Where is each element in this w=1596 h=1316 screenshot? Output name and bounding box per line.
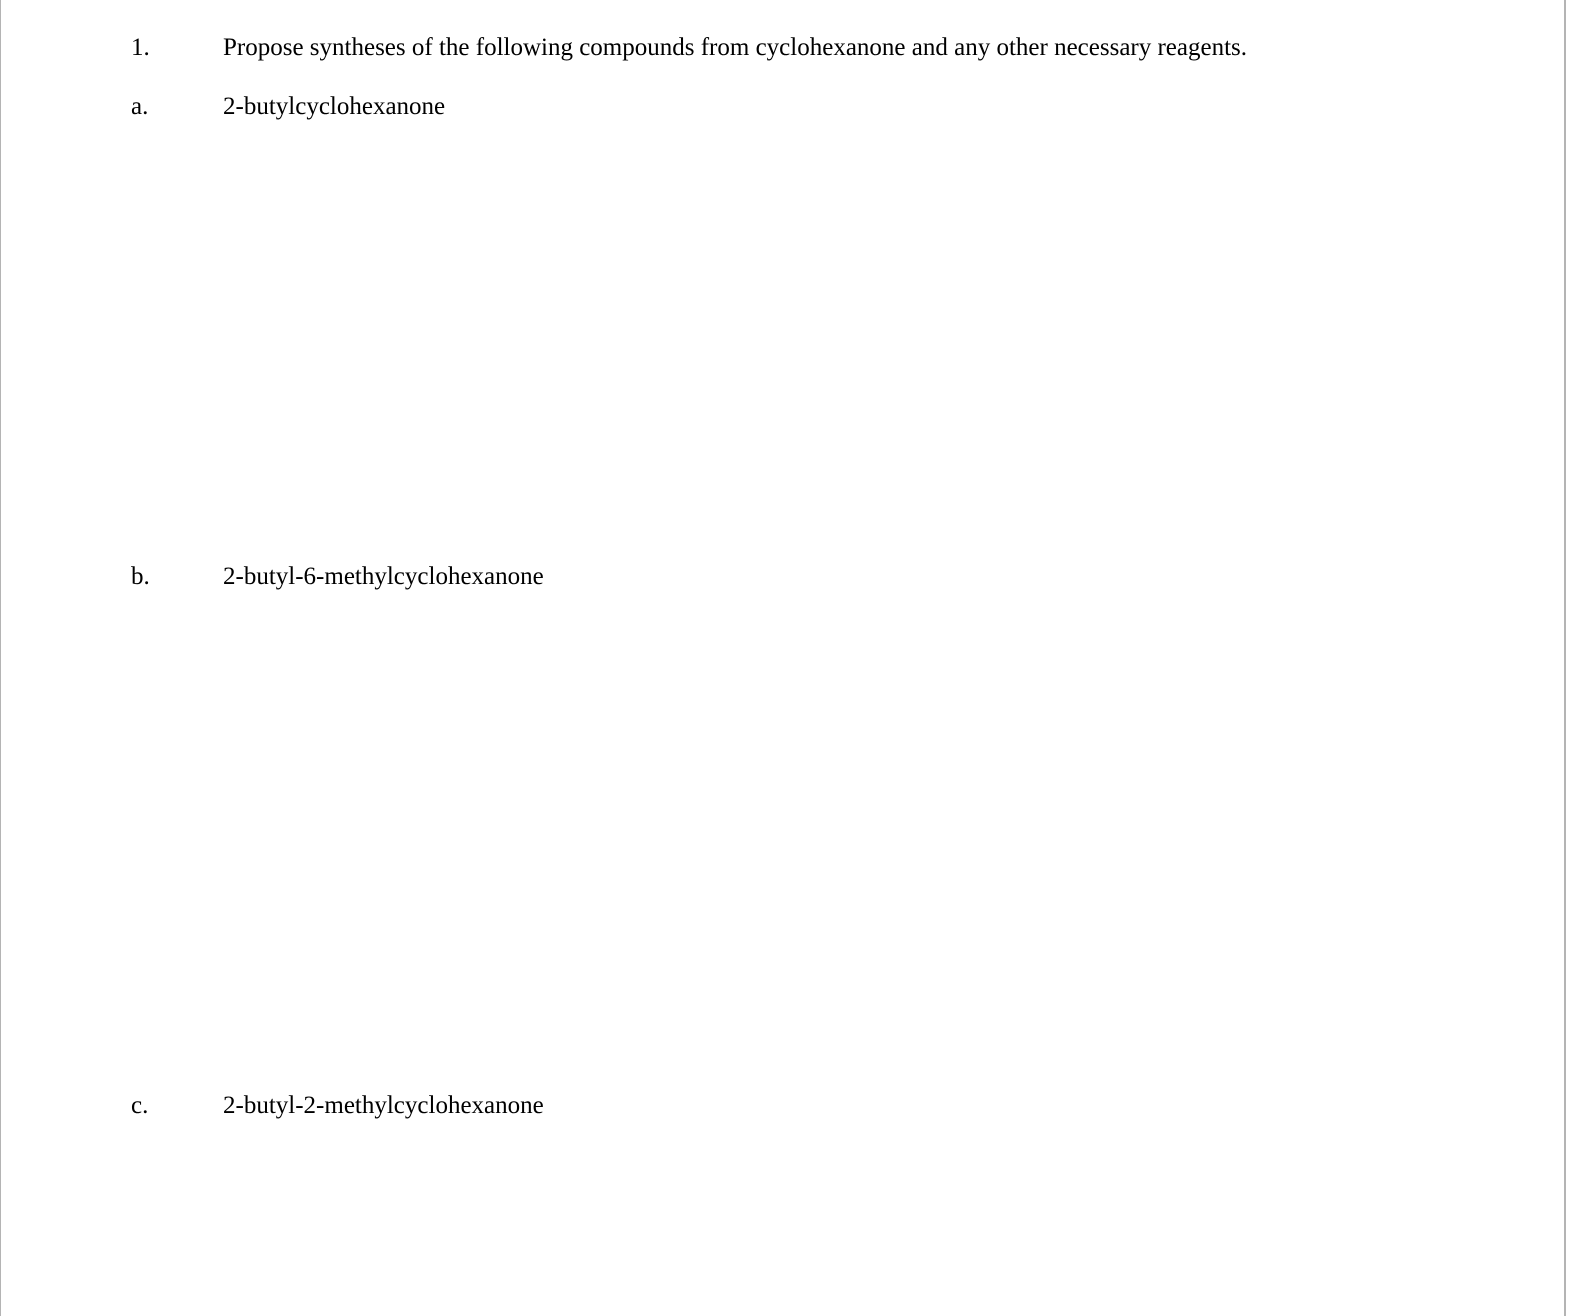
part-a-compound: 2-butylcyclohexanone [223, 93, 446, 120]
part-c-line [1, 1089, 1401, 1123]
part-a-letter: a. [131, 93, 149, 120]
part-b-letter: b. [131, 563, 150, 590]
part-c-letter: c. [131, 1092, 149, 1119]
question-prompt: Propose syntheses of the following compounds from cyclohexanone and any other necessary reagents. [223, 34, 1248, 61]
part-c-compound: 2-butyl-2-methylcyclohexanone [223, 1092, 544, 1119]
question-number: 1. [131, 34, 150, 61]
part-b-compound: 2-butyl-6-methylcyclohexanone [223, 563, 544, 590]
question-line [1, 31, 1401, 65]
part-a-line [1, 90, 1401, 124]
part-b-line [1, 560, 1401, 594]
